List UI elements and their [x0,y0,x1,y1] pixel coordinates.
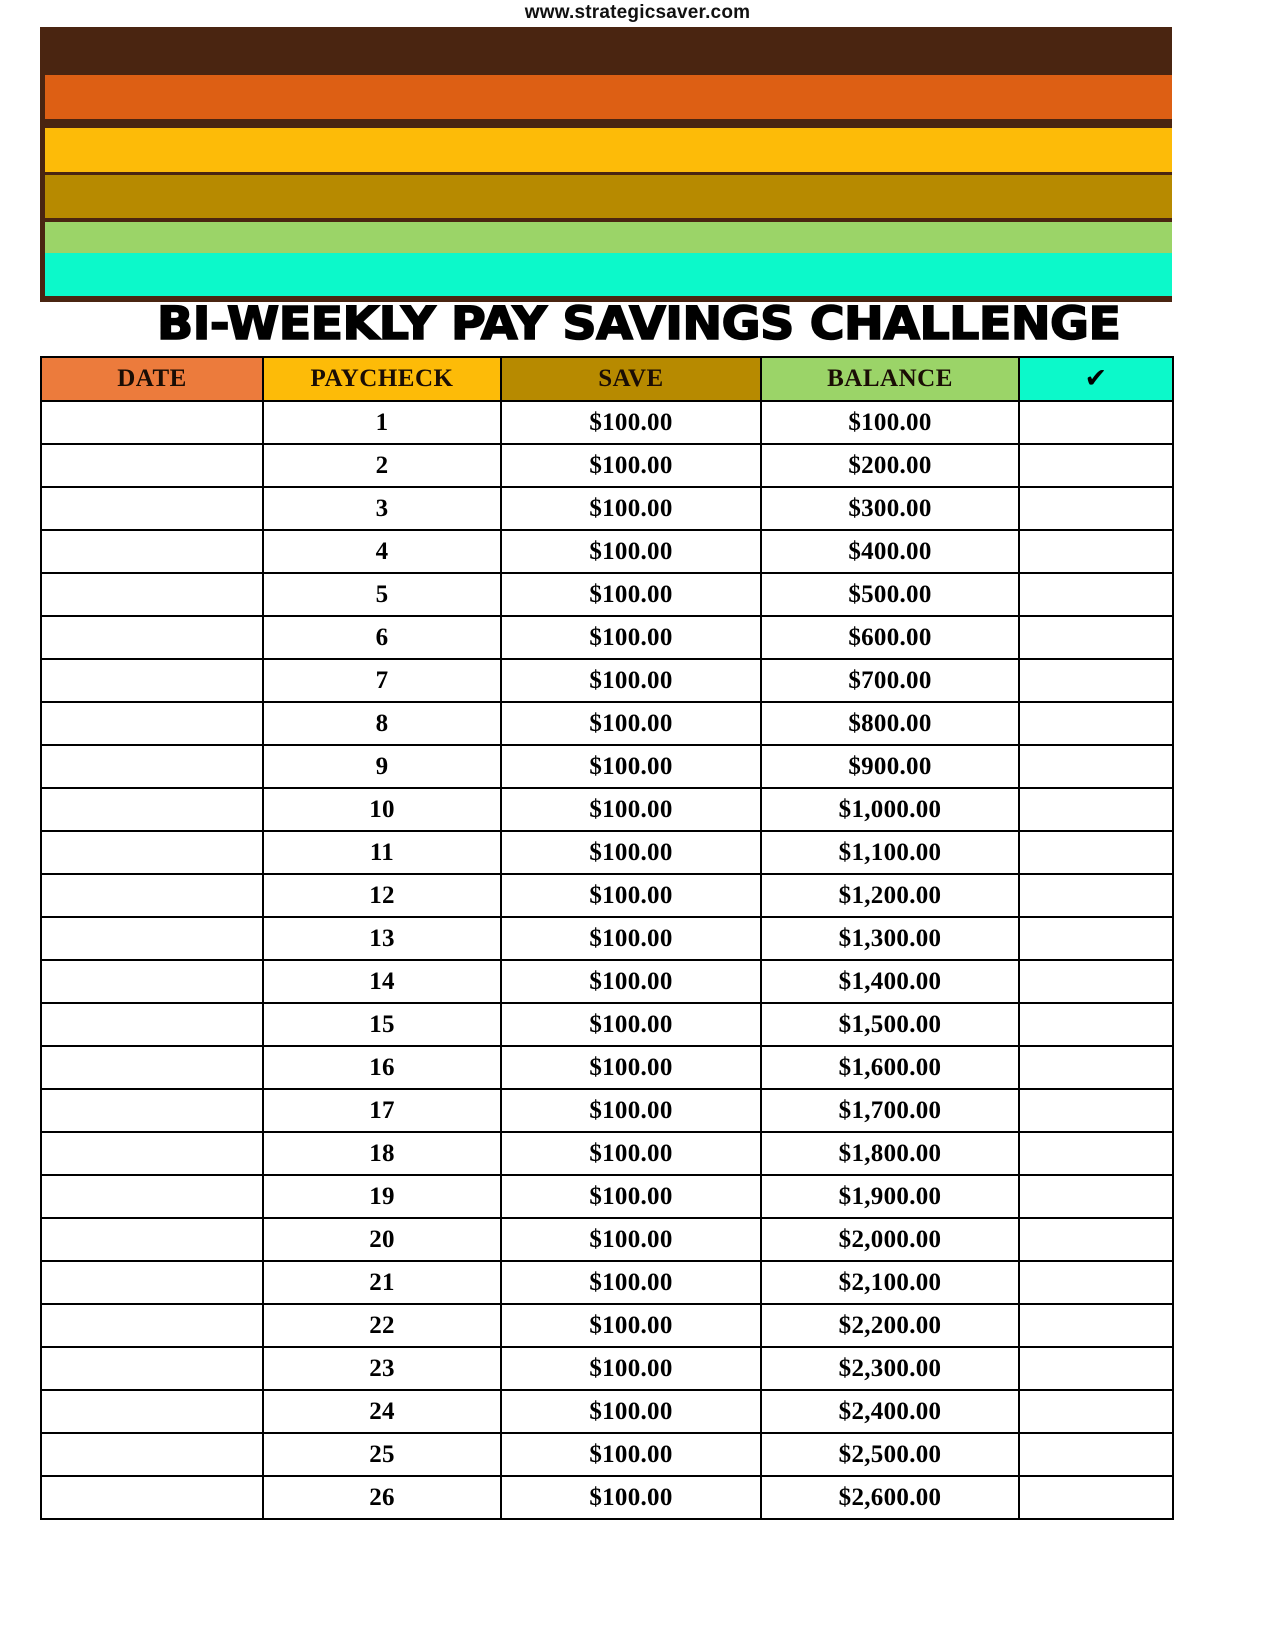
cell-save: $100.00 [501,1175,761,1218]
cell-save: $100.00 [501,1476,761,1519]
cell-check[interactable] [1019,401,1173,444]
cell-save: $100.00 [501,1218,761,1261]
cell-paycheck: 18 [263,1132,501,1175]
cell-paycheck: 21 [263,1261,501,1304]
cell-save: $100.00 [501,487,761,530]
cell-balance: $500.00 [761,573,1019,616]
cell-balance: $900.00 [761,745,1019,788]
cell-paycheck: 4 [263,530,501,573]
cell-paycheck: 15 [263,1003,501,1046]
cell-check[interactable] [1019,1003,1173,1046]
cell-check[interactable] [1019,874,1173,917]
savings-challenge-table [40,356,1174,1520]
cell-save: $100.00 [501,573,761,616]
cell-date[interactable] [41,1218,263,1261]
cell-date[interactable] [41,444,263,487]
cell-paycheck: 12 [263,874,501,917]
cell-paycheck: 9 [263,745,501,788]
site-url: www.strategicsaver.com [524,2,751,23]
cell-date[interactable] [41,1175,263,1218]
cell-check[interactable] [1019,1089,1173,1132]
cell-check[interactable] [1019,745,1173,788]
cell-date[interactable] [41,616,263,659]
table-row [41,960,1173,1003]
table-row [41,874,1173,917]
cell-check[interactable] [1019,530,1173,573]
cell-balance: $200.00 [761,444,1019,487]
cell-save: $100.00 [501,917,761,960]
table-row [41,1433,1173,1476]
cell-check[interactable] [1019,831,1173,874]
cell-save: $100.00 [501,1390,761,1433]
cell-save: $100.00 [501,1003,761,1046]
cell-save: $100.00 [501,874,761,917]
cell-date[interactable] [41,1089,263,1132]
cell-balance: $1,500.00 [761,1003,1019,1046]
cell-date[interactable] [41,659,263,702]
cell-check[interactable] [1019,1347,1173,1390]
table-header-row [41,357,1173,401]
cell-date[interactable] [41,1433,263,1476]
column-header-paycheck: PAYCHECK [263,357,501,401]
table-row [41,444,1173,487]
column-header-date: DATE [41,357,263,401]
cell-date[interactable] [41,960,263,1003]
cell-save: $100.00 [501,745,761,788]
cell-save: $100.00 [501,444,761,487]
cell-check[interactable] [1019,1132,1173,1175]
cell-check[interactable] [1019,487,1173,530]
table-row [41,616,1173,659]
cell-balance: $600.00 [761,616,1019,659]
cell-save: $100.00 [501,1132,761,1175]
cell-date[interactable] [41,401,263,444]
cell-paycheck: 25 [263,1433,501,1476]
cell-balance: $800.00 [761,702,1019,745]
table-row [41,917,1173,960]
cell-balance: $2,500.00 [761,1433,1019,1476]
cell-date[interactable] [41,573,263,616]
cell-check[interactable] [1019,702,1173,745]
cell-save: $100.00 [501,1046,761,1089]
cell-date[interactable] [41,1261,263,1304]
cell-paycheck: 19 [263,1175,501,1218]
cell-save: $100.00 [501,960,761,1003]
cell-paycheck: 10 [263,788,501,831]
cell-date[interactable] [41,702,263,745]
cell-save: $100.00 [501,1433,761,1476]
table-row [41,1390,1173,1433]
cell-date[interactable] [41,1347,263,1390]
cell-paycheck: 3 [263,487,501,530]
cell-balance: $400.00 [761,530,1019,573]
cell-save: $100.00 [501,659,761,702]
cell-paycheck: 11 [263,831,501,874]
cell-date[interactable] [41,831,263,874]
table-row [41,1218,1173,1261]
table-row [41,1089,1173,1132]
cell-check[interactable] [1019,444,1173,487]
cell-balance: $700.00 [761,659,1019,702]
table-row [41,1347,1173,1390]
table-row [41,401,1173,444]
cell-save: $100.00 [501,530,761,573]
cell-balance: $1,400.00 [761,960,1019,1003]
cell-balance: $2,400.00 [761,1390,1019,1433]
cell-date[interactable] [41,1003,263,1046]
cell-check[interactable] [1019,1476,1173,1519]
checkmark-icon: ✔ [1084,362,1108,394]
cell-paycheck: 1 [263,401,501,444]
cell-paycheck: 16 [263,1046,501,1089]
cell-paycheck: 23 [263,1347,501,1390]
table-row [41,1046,1173,1089]
cell-balance: $1,700.00 [761,1089,1019,1132]
cell-paycheck: 7 [263,659,501,702]
cell-paycheck: 22 [263,1304,501,1347]
column-header-save: SAVE [501,357,761,401]
cell-save: $100.00 [501,1347,761,1390]
table-row [41,1304,1173,1347]
table-row [41,1476,1173,1519]
cell-date[interactable] [41,530,263,573]
cell-balance: $1,000.00 [761,788,1019,831]
cyan-stripe [45,253,1172,296]
cell-save: $100.00 [501,1089,761,1132]
cell-balance: $2,000.00 [761,1218,1019,1261]
cell-date[interactable] [41,1046,263,1089]
column-header-check [1019,357,1173,401]
cell-balance: $1,800.00 [761,1132,1019,1175]
cell-save: $100.00 [501,401,761,444]
cell-save: $100.00 [501,702,761,745]
table-body [41,401,1173,1519]
table-row [41,487,1173,530]
cell-balance: $1,900.00 [761,1175,1019,1218]
cell-balance: $2,600.00 [761,1476,1019,1519]
cell-paycheck: 20 [263,1218,501,1261]
cell-paycheck: 13 [263,917,501,960]
cell-paycheck: 14 [263,960,501,1003]
cell-check[interactable] [1019,1261,1173,1304]
cell-date[interactable] [41,745,263,788]
cell-date[interactable] [41,1476,263,1519]
cell-balance: $100.00 [761,401,1019,444]
table-row [41,573,1173,616]
cell-check[interactable] [1019,917,1173,960]
table-row [41,1175,1173,1218]
cell-check[interactable] [1019,1433,1173,1476]
table-row [41,530,1173,573]
cell-check[interactable] [1019,1175,1173,1218]
cell-balance: $1,300.00 [761,917,1019,960]
cell-paycheck: 2 [263,444,501,487]
table-row [41,1132,1173,1175]
table-row [41,1261,1173,1304]
orange-stripe [45,75,1172,119]
table-row [41,702,1173,745]
cell-paycheck: 8 [263,702,501,745]
cell-paycheck: 17 [263,1089,501,1132]
cell-save: $100.00 [501,831,761,874]
cell-check[interactable] [1019,616,1173,659]
cell-paycheck: 26 [263,1476,501,1519]
cell-check[interactable] [1019,788,1173,831]
cell-balance: $1,600.00 [761,1046,1019,1089]
cell-check[interactable] [1019,573,1173,616]
table-row [41,1003,1173,1046]
cell-date[interactable] [41,788,263,831]
cell-check[interactable] [1019,960,1173,1003]
table-row [41,788,1173,831]
cell-balance: $2,300.00 [761,1347,1019,1390]
cell-save: $100.00 [501,616,761,659]
cell-check[interactable] [1019,1390,1173,1433]
cell-check[interactable] [1019,1304,1173,1347]
table-row [41,831,1173,874]
cell-check[interactable] [1019,1218,1173,1261]
cell-paycheck: 24 [263,1390,501,1433]
table-row [41,659,1173,702]
cell-date[interactable] [41,1390,263,1433]
cell-date[interactable] [41,917,263,960]
cell-save: $100.00 [501,788,761,831]
cell-balance: $1,200.00 [761,874,1019,917]
cell-date[interactable] [41,1132,263,1175]
cell-save: $100.00 [501,1261,761,1304]
cell-date[interactable] [41,874,263,917]
cell-balance: $2,100.00 [761,1261,1019,1304]
amber-stripe [45,128,1172,172]
cell-check[interactable] [1019,659,1173,702]
cell-balance: $300.00 [761,487,1019,530]
ochre-stripe [45,175,1172,218]
cell-balance: $2,200.00 [761,1304,1019,1347]
decorative-color-banner [40,27,1172,302]
page-title: BI-WEEKLY PAY SAVINGS CHALLENGE [157,297,1121,350]
cell-paycheck: 6 [263,616,501,659]
cell-paycheck: 5 [263,573,501,616]
column-header-balance: BALANCE [761,357,1019,401]
cell-date[interactable] [41,1304,263,1347]
cell-date[interactable] [41,487,263,530]
cell-save: $100.00 [501,1304,761,1347]
table-row [41,745,1173,788]
cell-balance: $1,100.00 [761,831,1019,874]
cell-check[interactable] [1019,1046,1173,1089]
